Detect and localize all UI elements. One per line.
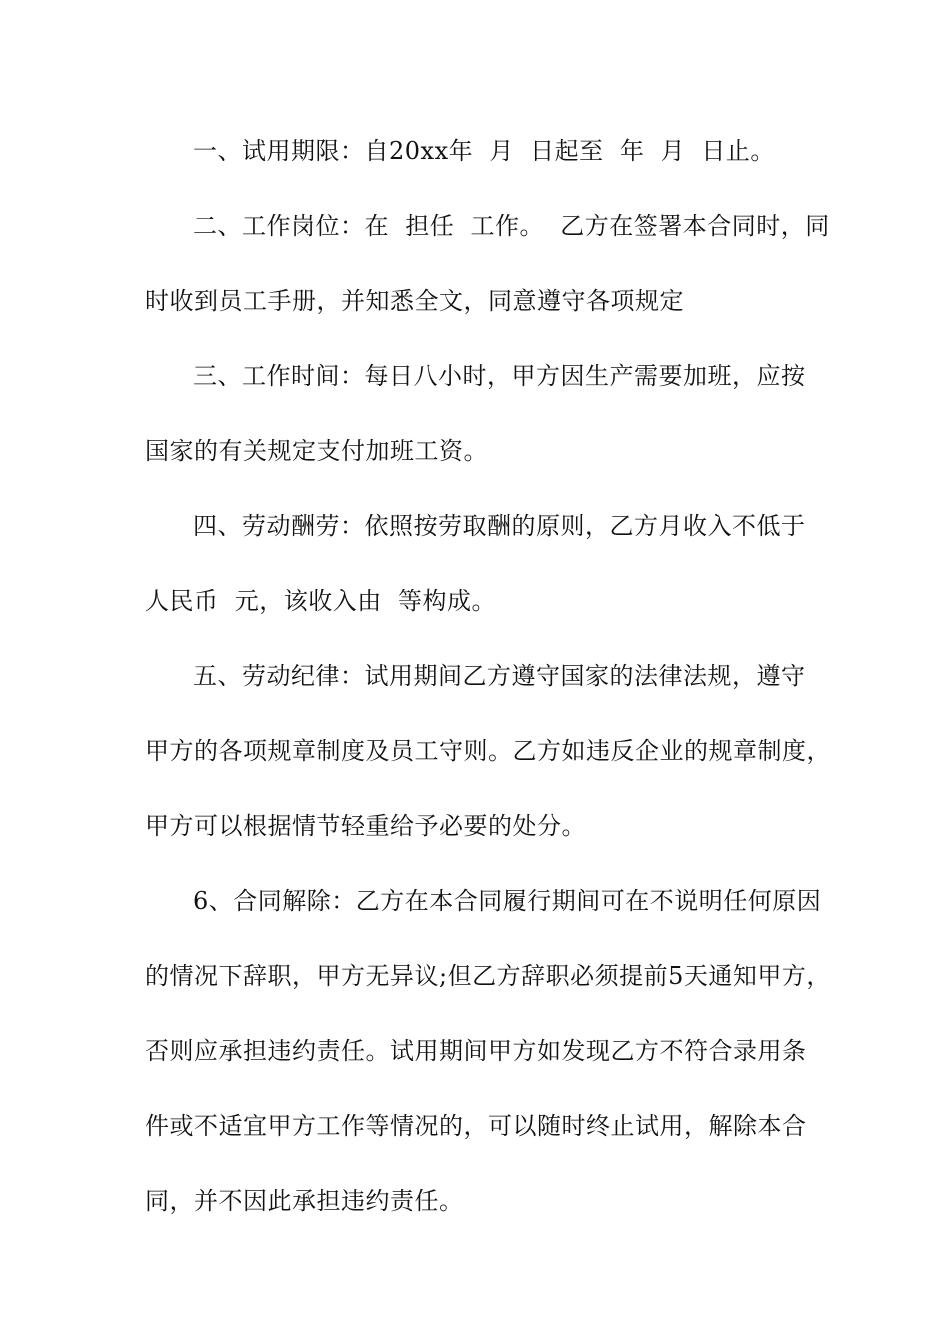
clause-3-line-1: 三、工作时间：每日八小时，甲方因生产需要加班，应按	[193, 362, 806, 390]
clause-6-line-3: 否则应承担违约责任。试用期间甲方如发现乙方不符合录用条	[145, 1037, 807, 1065]
clause-2-line-2: 时收到员工手册，并知悉全文，同意遵守各项规定	[145, 287, 684, 315]
clause-3-line-2: 国家的有关规定支付加班工资。	[145, 437, 488, 465]
clause-6-line-4: 件或不适宜甲方工作等情况的，可以随时终止试用，解除本合	[145, 1112, 807, 1140]
clause-4-line-1: 四、劳动酬劳：依照按劳取酬的原则，乙方月收入不低于	[193, 512, 806, 540]
clause-6-line-5: 同，并不因此承担违约责任。	[145, 1187, 464, 1215]
clause-2-line-1: 二、工作岗位：在 担任 工作。 乙方在签署本合同时，同	[193, 212, 830, 240]
clause-5-line-1: 五、劳动纪律：试用期间乙方遵守国家的法律法规，遵守	[193, 662, 806, 690]
clause-1-line-1: 一、试用期限：自20xx年 月 日起至 年 月 日止。	[193, 137, 775, 165]
clause-5-line-3: 甲方可以根据情节轻重给予必要的处分。	[145, 812, 586, 840]
clause-4-line-2: 人民币 元，该收入由 等构成。	[145, 587, 497, 615]
clause-5-line-2: 甲方的各项规章制度及员工守则。乙方如违反企业的规章制度，	[145, 737, 831, 765]
clause-6-line-1: 6、合同解除：乙方在本合同履行期间可在不说明任何原因	[193, 887, 822, 915]
clause-6-line-2: 的情况下辞职，甲方无异议;但乙方辞职必须提前5天通知甲方，	[145, 962, 831, 990]
